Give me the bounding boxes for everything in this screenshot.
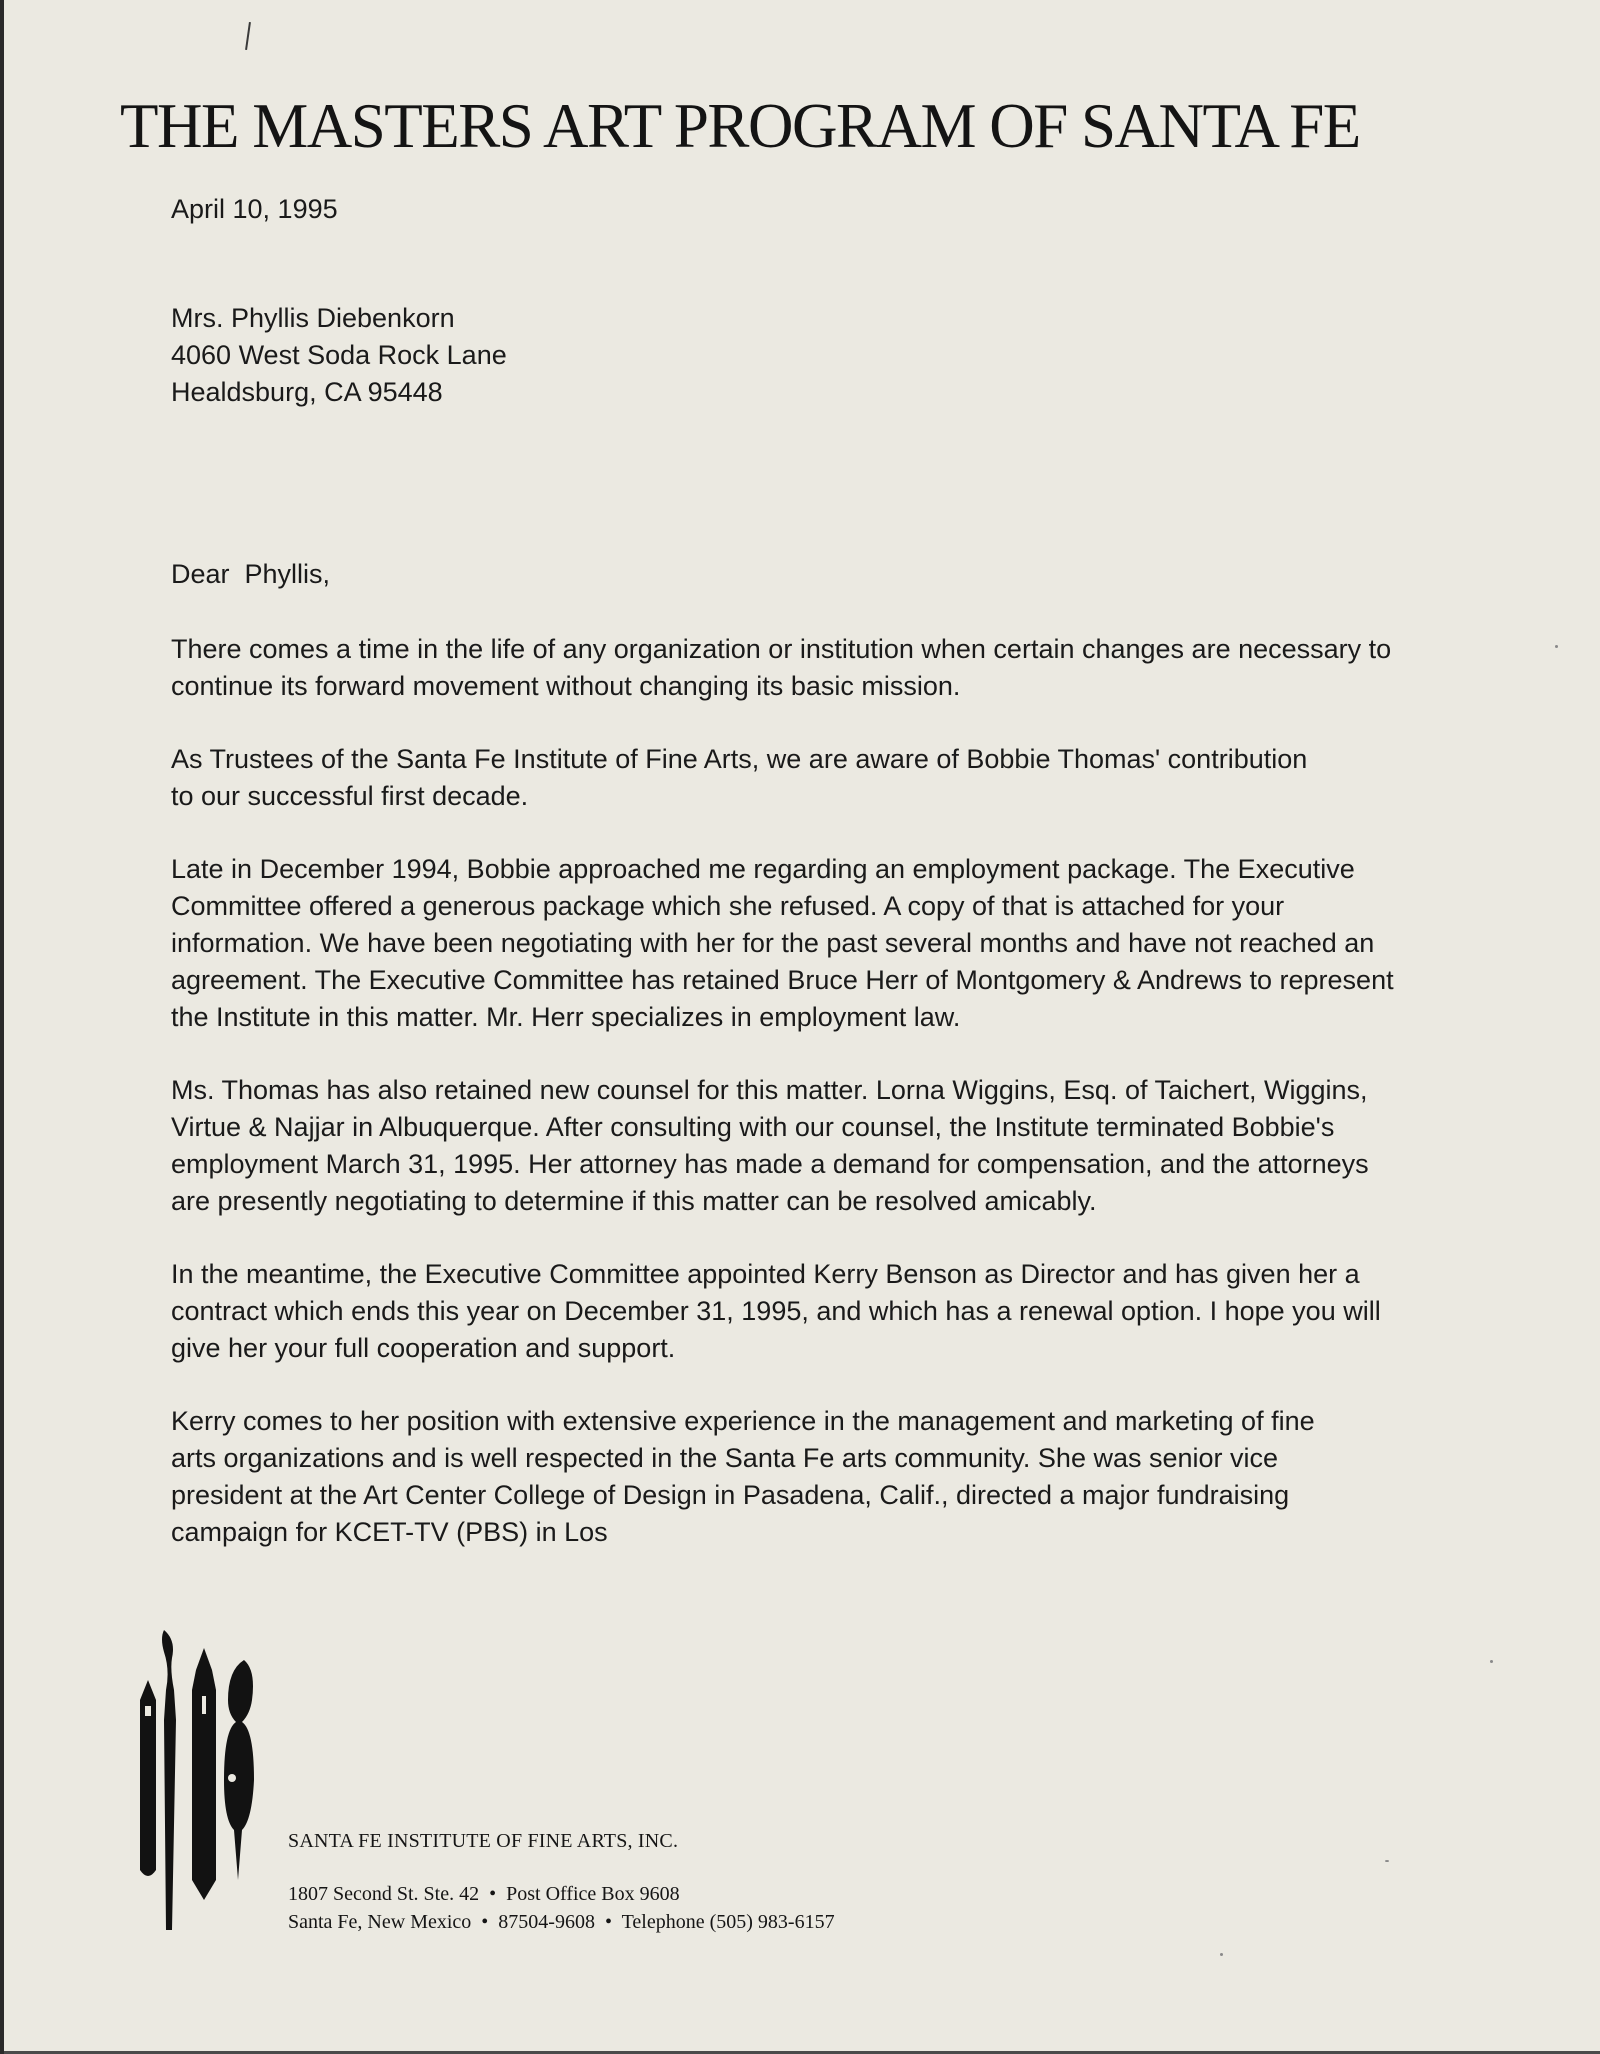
recipient-name: Mrs. Phyllis Diebenkorn	[171, 303, 455, 333]
letter-date: April 10, 1995	[171, 194, 338, 224]
paragraph: There comes a time in the life of any organization or institution when certain changes are necessary to continue its forward movement without changing its basic mission.	[171, 634, 1392, 701]
paragraph: In the meantime, the Executive Committee appointed Kerry Benson as Director and has given her a contract which ends this year on December 31, 1995, and which has a renewal option. I hope you will give her your full cooperation and support.	[171, 1259, 1381, 1363]
footer-organization: SANTA FE INSTITUTE OF FINE ARTS, INC.	[288, 1830, 679, 1852]
paper-speck	[1385, 1860, 1389, 1862]
salutation: Dear Phyllis,	[171, 559, 331, 589]
footer-address-line2: Santa Fe, New Mexico • 87504-9608 • Telephone (505) 983-6157	[288, 1911, 835, 1933]
pen-mark	[245, 22, 251, 50]
paper-speck	[1555, 645, 1558, 648]
recipient-street: 4060 West Soda Rock Lane	[171, 340, 507, 370]
paragraph: Kerry comes to her position with extensive experience in the management and marketing of fine arts organizations and is well respected in the Santa Fe arts community. She was senior vice president at the Art Center College of Design in Pasadena, Calif., directed a major fundraising campaign for KCET-TV (PBS) in Los	[171, 1406, 1315, 1547]
paragraph: As Trustees of the Santa Fe Institute of Fine Arts, we are aware of Bobbie Thomas' contribution to our successful first decade.	[171, 744, 1308, 811]
paragraph: Late in December 1994, Bobbie approached me regarding an employment package. The Executive Committee offered a generous package which she refused. A copy of that is attached for your information. We have been negotiating with her for the past several months and have not reached an agreement. The Executive Committee has retained Bruce Herr of Montgomery & Andrews to represent the Institute in this matter. Mr. Herr specializes in employment law.	[171, 854, 1394, 1032]
paragraph: Ms. Thomas has also retained new counsel for this matter. Lorna Wiggins, Esq. of Taichert, Wiggins, Virtue & Najjar in Albuquerque. After consulting with our counsel, the Institute terminated Bobbie's employment March 31, 1995. Her attorney has made a demand for compensation, and the attorneys are presently negotiating to determine if this matter can be resolved amicably.	[171, 1075, 1369, 1216]
footer-address	[288, 1880, 835, 1936]
footer-address-line1: 1807 Second St. Ste. 42 • Post Office Box 9608	[288, 1883, 680, 1905]
art-tools-icon	[132, 1630, 272, 1940]
letterhead-title: THE MASTERS ART PROGRAM OF SANTA FE	[120, 91, 1360, 161]
letter-body	[171, 631, 1411, 1587]
recipient-city: Healdsburg, CA 95448	[171, 377, 443, 407]
paper-speck	[1490, 1660, 1493, 1663]
recipient-address	[171, 300, 1411, 411]
paper-speck	[1220, 1953, 1223, 1956]
